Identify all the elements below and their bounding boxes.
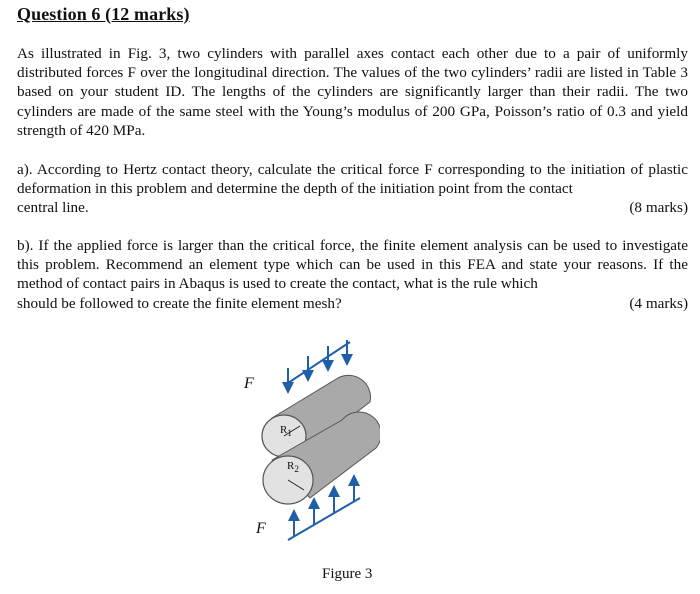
- force-top-label: F: [244, 375, 254, 392]
- radius-2-letter: R: [287, 460, 295, 472]
- radius-1-label: [280, 424, 292, 438]
- radius-2-label: [287, 460, 299, 474]
- part-b-last-text: should be followed to create the finite element mesh?: [17, 294, 342, 312]
- intro-paragraph: As illustrated in Fig. 3, two cylinders with parallel axes contact each other due to a pair of uniformly distributed forces F over the longitudinal direction. The values of the two cylinders’ radii are listed in Table 3 based on your student ID. The lengths of the cylinders are significantly larger than their radii. The two cylinders are made of the same steel with the Young’s modulus of 200 GPa, Poisson’s ratio of 0.3 and yield strength of 420 MPa.: [17, 45, 688, 139]
- part-a-marks: (8 marks): [629, 199, 688, 217]
- part-a-text: a). According to Hertz contact theory, calculate the critical force F corresponding to the initiation of plastic deformation in this problem and determine the depth of the initiation point from the contact: [17, 161, 688, 198]
- part-b-text: b). If the applied force is larger than the critical force, the finite element analysis can be used to investigate this problem. Recommend an element type which can be used in this FEA and state your reasons. If the method of contact pairs in Abaqus is used to create the contact, what is the rule which: [17, 237, 688, 293]
- force-bottom-label: F: [256, 520, 266, 537]
- question-title: Question 6 (12 marks): [17, 4, 190, 24]
- radius-1-sub: 1: [287, 428, 292, 439]
- part-a-last-line: [17, 198, 688, 217]
- figure-3: [230, 330, 380, 545]
- radius-1-letter: R: [280, 424, 288, 436]
- cylinders-diagram: [230, 330, 380, 545]
- radius-2-sub: 2: [294, 464, 299, 475]
- part-a-last-text: central line.: [17, 199, 89, 217]
- part-b-marks: (4 marks): [629, 294, 688, 312]
- part-b-last-line: [17, 294, 688, 313]
- part-a: [17, 160, 688, 218]
- part-b: [17, 236, 688, 313]
- figure-caption: Figure 3: [322, 566, 373, 582]
